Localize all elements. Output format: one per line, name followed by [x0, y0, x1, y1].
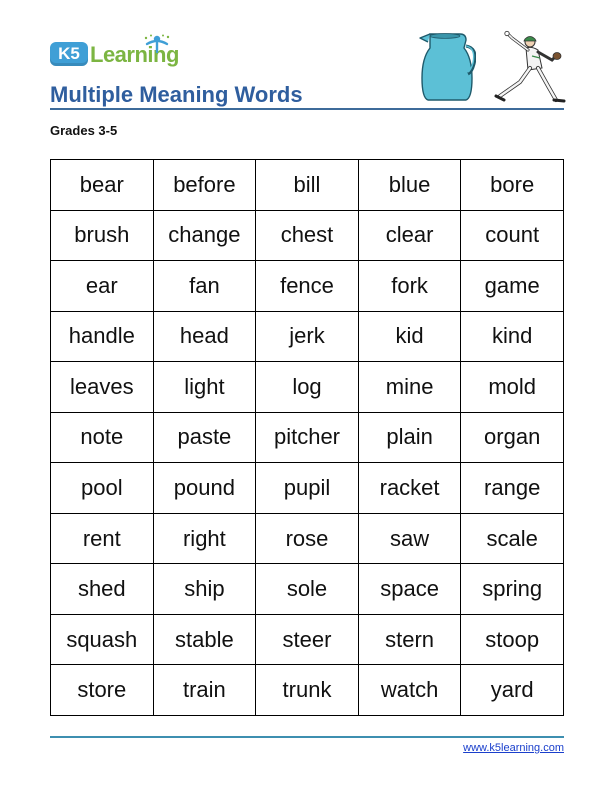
word-cell: organ	[461, 413, 564, 464]
logo-figure-icon	[142, 34, 172, 56]
word-cell: spring	[461, 564, 564, 615]
word-cell: rent	[51, 514, 154, 565]
word-cell: before	[154, 160, 257, 211]
word-cell: log	[256, 362, 359, 413]
word-cell: train	[154, 665, 257, 716]
word-cell: watch	[359, 665, 462, 716]
k5-learning-logo	[50, 34, 200, 74]
word-cell: stable	[154, 615, 257, 666]
word-cell: sole	[256, 564, 359, 615]
word-cell: light	[154, 362, 257, 413]
word-cell: bore	[461, 160, 564, 211]
word-cell: brush	[51, 211, 154, 262]
word-cell: right	[154, 514, 257, 565]
word-cell: fan	[154, 261, 257, 312]
word-cell: trunk	[256, 665, 359, 716]
word-cell: game	[461, 261, 564, 312]
baseball-pitcher-icon	[490, 30, 568, 106]
word-cell: kind	[461, 312, 564, 363]
word-cell: kid	[359, 312, 462, 363]
grade-level: Grades 3-5	[50, 123, 118, 138]
word-cell: stoop	[461, 615, 564, 666]
word-cell: change	[154, 211, 257, 262]
word-cell: store	[51, 665, 154, 716]
word-cell: pool	[51, 463, 154, 514]
word-cell: saw	[359, 514, 462, 565]
word-cell: bill	[256, 160, 359, 211]
word-cell: chest	[256, 211, 359, 262]
title-divider	[50, 108, 564, 110]
word-cell: pound	[154, 463, 257, 514]
word-cell: rose	[256, 514, 359, 565]
word-cell: handle	[51, 312, 154, 363]
word-cell: bear	[51, 160, 154, 211]
word-cell: leaves	[51, 362, 154, 413]
word-cell: blue	[359, 160, 462, 211]
word-cell: fork	[359, 261, 462, 312]
word-cell: scale	[461, 514, 564, 565]
page-title: Multiple Meaning Words	[50, 82, 303, 107]
word-cell: count	[461, 211, 564, 262]
word-cell: paste	[154, 413, 257, 464]
pitcher-jug-icon	[416, 30, 476, 104]
word-table	[50, 159, 564, 716]
word-cell: plain	[359, 413, 462, 464]
word-cell: racket	[359, 463, 462, 514]
word-cell: range	[461, 463, 564, 514]
word-cell: yard	[461, 665, 564, 716]
word-cell: mine	[359, 362, 462, 413]
word-cell: steer	[256, 615, 359, 666]
word-cell: note	[51, 413, 154, 464]
word-cell: fence	[256, 261, 359, 312]
word-cell: mold	[461, 362, 564, 413]
logo-badge: K5	[50, 42, 88, 66]
word-cell: space	[359, 564, 462, 615]
word-cell: pitcher	[256, 413, 359, 464]
website-link[interactable]: www.k5learning.com	[463, 742, 564, 754]
logo-text: Learning	[90, 42, 179, 67]
footer-divider	[50, 736, 564, 738]
word-cell: pupil	[256, 463, 359, 514]
word-cell: shed	[51, 564, 154, 615]
word-cell: head	[154, 312, 257, 363]
word-cell: squash	[51, 615, 154, 666]
word-cell: jerk	[256, 312, 359, 363]
word-cell: clear	[359, 211, 462, 262]
word-cell: ear	[51, 261, 154, 312]
word-cell: ship	[154, 564, 257, 615]
word-cell: stern	[359, 615, 462, 666]
